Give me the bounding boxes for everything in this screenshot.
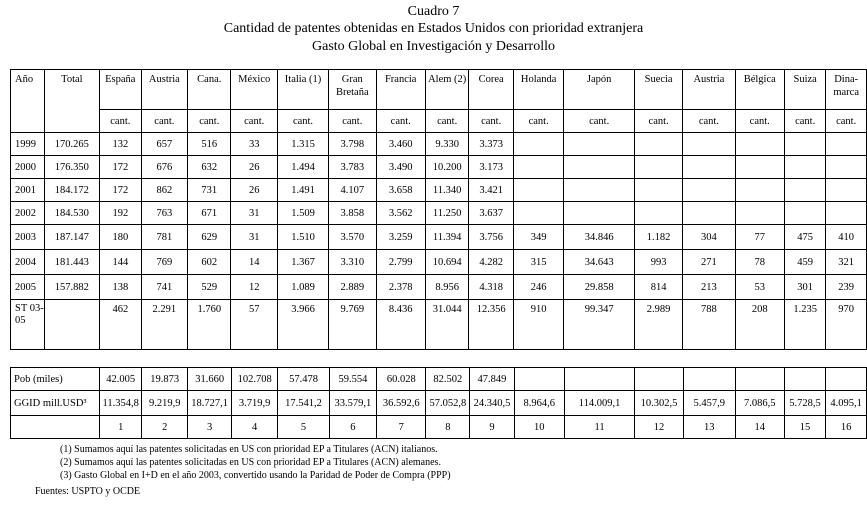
- value-cell: 1.760: [188, 300, 231, 350]
- footnote-2: (2) Sumamos aquí las patentes solicitadas en US con prioridad EP a Titulares (ACN) alemanes.: [60, 457, 441, 469]
- value-cell: 31: [231, 202, 278, 225]
- value-cell: 9.769: [329, 300, 377, 350]
- value-cell: 172: [100, 179, 142, 202]
- value-cell: [634, 202, 682, 225]
- population-row-cell: [635, 368, 683, 391]
- value-cell: 781: [141, 225, 187, 250]
- index-row: [11, 416, 867, 439]
- index-row-cell: 1: [100, 416, 142, 439]
- value-cell: 970: [826, 300, 867, 350]
- ggid-row-cell: 24.340,5: [470, 391, 515, 416]
- year-cell: 2002: [11, 202, 45, 225]
- index-row-cell: 6: [329, 416, 376, 439]
- ggid-row-cell: 114.009,1: [564, 391, 635, 416]
- index-row-cell: 13: [683, 416, 735, 439]
- value-cell: 12: [231, 275, 278, 300]
- unit-cell: cant.: [100, 110, 142, 133]
- index-row-cell: 7: [377, 416, 426, 439]
- value-cell: 769: [141, 250, 187, 275]
- total-cell: 184.530: [44, 202, 99, 225]
- value-cell: 29.858: [564, 275, 635, 300]
- value-cell: [735, 156, 784, 179]
- table-row: [11, 156, 867, 179]
- value-cell: 676: [141, 156, 187, 179]
- value-cell: 78: [735, 250, 784, 275]
- value-cell: 475: [784, 225, 825, 250]
- value-cell: 788: [683, 300, 735, 350]
- unit-cell: cant.: [513, 110, 564, 133]
- unit-cell: cant.: [231, 110, 278, 133]
- value-cell: 3.259: [376, 225, 425, 250]
- index-row-cell: 5: [278, 416, 329, 439]
- unit-cell: cant.: [277, 110, 328, 133]
- value-cell: [784, 156, 825, 179]
- unit-cell: cant.: [826, 110, 867, 133]
- sources-note: Fuentes: USPTO y OCDE: [35, 486, 141, 497]
- index-row-cell: 4: [231, 416, 277, 439]
- index-row-cell: 2: [142, 416, 188, 439]
- value-cell: 1.089: [277, 275, 328, 300]
- value-cell: 9.330: [425, 133, 469, 156]
- year-cell: 2000: [11, 156, 45, 179]
- population-row-label: Pob (miles): [11, 368, 100, 391]
- index-row-cell: 11: [564, 416, 635, 439]
- value-cell: 632: [188, 156, 231, 179]
- value-cell: [564, 179, 635, 202]
- unit-cell: cant.: [141, 110, 187, 133]
- value-cell: 741: [141, 275, 187, 300]
- value-cell: 1.315: [277, 133, 328, 156]
- index-row-cell: 12: [635, 416, 683, 439]
- value-cell: 301: [784, 275, 825, 300]
- value-cell: [735, 179, 784, 202]
- population-row-cell: 102.708: [231, 368, 277, 391]
- column-header: Año: [11, 70, 45, 133]
- value-cell: 315: [513, 250, 564, 275]
- value-cell: 3.858: [329, 202, 377, 225]
- value-cell: 34.643: [564, 250, 635, 275]
- column-header: Italia (1): [277, 70, 328, 110]
- index-row-cell: 8: [426, 416, 470, 439]
- column-header: México: [231, 70, 278, 110]
- value-cell: 3.658: [376, 179, 425, 202]
- value-cell: 239: [826, 275, 867, 300]
- ggid-row-cell: 4.095,1: [826, 391, 867, 416]
- column-header: Alem (2): [425, 70, 469, 110]
- value-cell: 3.966: [277, 300, 328, 350]
- index-row-label: [11, 416, 100, 439]
- value-cell: 910: [513, 300, 564, 350]
- total-cell: [44, 300, 99, 350]
- unit-cell: cant.: [735, 110, 784, 133]
- population-row-cell: 19.873: [142, 368, 188, 391]
- patents-table: [10, 69, 867, 350]
- population-row-cell: 60.028: [377, 368, 426, 391]
- value-cell: 763: [141, 202, 187, 225]
- value-cell: [634, 179, 682, 202]
- value-cell: [784, 133, 825, 156]
- value-cell: 462: [100, 300, 142, 350]
- index-row-cell: 3: [188, 416, 232, 439]
- value-cell: 26: [231, 156, 278, 179]
- ggid-row-cell: 10.302,5: [635, 391, 683, 416]
- unit-row: [11, 110, 867, 133]
- value-cell: 629: [188, 225, 231, 250]
- index-row-cell: 9: [470, 416, 515, 439]
- value-cell: 77: [735, 225, 784, 250]
- value-cell: [513, 202, 564, 225]
- value-cell: 3.783: [329, 156, 377, 179]
- population-row-cell: [564, 368, 635, 391]
- value-cell: 3.798: [329, 133, 377, 156]
- population-row-cell: 57.478: [278, 368, 329, 391]
- unit-cell: cant.: [634, 110, 682, 133]
- value-cell: 459: [784, 250, 825, 275]
- value-cell: [826, 156, 867, 179]
- unit-cell: cant.: [469, 110, 513, 133]
- unit-cell: cant.: [376, 110, 425, 133]
- population-row-cell: 59.554: [329, 368, 376, 391]
- value-cell: 138: [100, 275, 142, 300]
- column-header: Total: [44, 70, 99, 133]
- column-header: Cana.: [188, 70, 231, 110]
- population-row-cell: [784, 368, 826, 391]
- value-cell: [683, 179, 735, 202]
- value-cell: 11.340: [425, 179, 469, 202]
- value-cell: 208: [735, 300, 784, 350]
- table-row: [11, 275, 867, 300]
- value-cell: 3.562: [376, 202, 425, 225]
- value-cell: 57: [231, 300, 278, 350]
- value-cell: 8.956: [425, 275, 469, 300]
- value-cell: 10.200: [425, 156, 469, 179]
- table-title: Cantidad de patentes obtenidas en Estados Unidos con prioridad extranjera: [223, 21, 644, 36]
- value-cell: 1.494: [277, 156, 328, 179]
- index-row-cell: 16: [826, 416, 867, 439]
- value-cell: [634, 156, 682, 179]
- value-cell: 10.694: [425, 250, 469, 275]
- unit-cell: cant.: [564, 110, 635, 133]
- ggid-row-cell: 8.964,6: [514, 391, 564, 416]
- value-cell: 410: [826, 225, 867, 250]
- value-cell: 4.107: [329, 179, 377, 202]
- population-row-cell: 82.502: [426, 368, 470, 391]
- value-cell: 213: [683, 275, 735, 300]
- ggid-row: [11, 391, 867, 416]
- value-cell: 132: [100, 133, 142, 156]
- value-cell: 271: [683, 250, 735, 275]
- population-row-cell: [514, 368, 564, 391]
- value-cell: 3.756: [469, 225, 513, 250]
- table-row: [11, 179, 867, 202]
- value-cell: 11.394: [425, 225, 469, 250]
- column-header: Austria: [141, 70, 187, 110]
- column-header: Suiza: [784, 70, 825, 110]
- value-cell: 3.373: [469, 133, 513, 156]
- value-cell: 657: [141, 133, 187, 156]
- value-cell: 1.510: [277, 225, 328, 250]
- total-cell: 176.350: [44, 156, 99, 179]
- value-cell: 321: [826, 250, 867, 275]
- unit-cell: cant.: [784, 110, 825, 133]
- index-row-cell: 10: [514, 416, 564, 439]
- year-cell: 2004: [11, 250, 45, 275]
- unit-cell: cant.: [329, 110, 377, 133]
- ggid-row-cell: 33.579,1: [329, 391, 376, 416]
- value-cell: 602: [188, 250, 231, 275]
- unit-cell: cant.: [425, 110, 469, 133]
- value-cell: 671: [188, 202, 231, 225]
- value-cell: 3.421: [469, 179, 513, 202]
- column-header: Austria: [683, 70, 735, 110]
- value-cell: 529: [188, 275, 231, 300]
- value-cell: 3.310: [329, 250, 377, 275]
- footnotes: [60, 443, 451, 483]
- value-cell: [826, 202, 867, 225]
- column-header: Suecia: [634, 70, 682, 110]
- value-cell: 304: [683, 225, 735, 250]
- value-cell: 731: [188, 179, 231, 202]
- ggid-row-cell: 36.592,6: [377, 391, 426, 416]
- value-cell: [784, 179, 825, 202]
- value-cell: [735, 202, 784, 225]
- value-cell: [513, 133, 564, 156]
- value-cell: 172: [100, 156, 142, 179]
- column-header: Francia: [376, 70, 425, 110]
- value-cell: 1.235: [784, 300, 825, 350]
- total-cell: 170.265: [44, 133, 99, 156]
- value-cell: 1.491: [277, 179, 328, 202]
- ggid-row-cell: 57.052,8: [426, 391, 470, 416]
- footnote-1: (1) Sumamos aquí las patentes solicitadas en US con prioridad EP a Titulares (ACN) italianos.: [60, 444, 438, 455]
- year-cell: ST 03-05: [11, 300, 45, 350]
- value-cell: [513, 156, 564, 179]
- value-cell: [683, 133, 735, 156]
- value-cell: 2.889: [329, 275, 377, 300]
- value-cell: 99.347: [564, 300, 635, 350]
- column-header: Corea: [469, 70, 513, 110]
- value-cell: [826, 179, 867, 202]
- population-row-cell: [735, 368, 784, 391]
- value-cell: 31.044: [425, 300, 469, 350]
- value-cell: 2.989: [634, 300, 682, 350]
- value-cell: [784, 202, 825, 225]
- unit-cell: cant.: [683, 110, 735, 133]
- value-cell: 246: [513, 275, 564, 300]
- ggid-row-cell: 5.457,9: [683, 391, 735, 416]
- year-cell: 2001: [11, 179, 45, 202]
- ggid-row-cell: 7.086,5: [735, 391, 784, 416]
- ggid-row-cell: 11.354,8: [100, 391, 142, 416]
- index-row-cell: 15: [784, 416, 826, 439]
- value-cell: 1.367: [277, 250, 328, 275]
- value-cell: [683, 156, 735, 179]
- table-subtitle: Gasto Global en Investigación y Desarrollo: [312, 39, 555, 54]
- indicators-table: [10, 367, 867, 439]
- value-cell: 349: [513, 225, 564, 250]
- header-row: [11, 70, 867, 110]
- value-cell: 8.436: [376, 300, 425, 350]
- total-cell: 184.172: [44, 179, 99, 202]
- value-cell: [513, 179, 564, 202]
- value-cell: [564, 156, 635, 179]
- value-cell: 3.490: [376, 156, 425, 179]
- value-cell: 2.378: [376, 275, 425, 300]
- population-row-cell: [683, 368, 735, 391]
- population-row: [11, 368, 867, 391]
- value-cell: 4.318: [469, 275, 513, 300]
- year-cell: 2005: [11, 275, 45, 300]
- table-row: [11, 202, 867, 225]
- value-cell: 4.282: [469, 250, 513, 275]
- table-row: [11, 133, 867, 156]
- value-cell: 14: [231, 250, 278, 275]
- total-cell: 157.882: [44, 275, 99, 300]
- value-cell: 1.182: [634, 225, 682, 250]
- index-row-cell: 14: [735, 416, 784, 439]
- total-cell: 181.443: [44, 250, 99, 275]
- column-header: Japón: [564, 70, 635, 110]
- value-cell: 11.250: [425, 202, 469, 225]
- value-cell: 814: [634, 275, 682, 300]
- column-header: Holanda: [513, 70, 564, 110]
- value-cell: 192: [100, 202, 142, 225]
- value-cell: 53: [735, 275, 784, 300]
- value-cell: 516: [188, 133, 231, 156]
- table-row: [11, 300, 867, 350]
- year-cell: 1999: [11, 133, 45, 156]
- column-header: España: [100, 70, 142, 110]
- value-cell: 3.637: [469, 202, 513, 225]
- table-row: [11, 250, 867, 275]
- ggid-row-cell: 9.219,9: [142, 391, 188, 416]
- value-cell: [564, 133, 635, 156]
- total-cell: 187.147: [44, 225, 99, 250]
- footnote-3: (3) Gasto Global en I+D en el año 2003, convertido usando la Paridad de Poder de Compra (PPP): [60, 470, 451, 482]
- table-caption: Cuadro 7: [407, 4, 460, 19]
- value-cell: 993: [634, 250, 682, 275]
- ggid-row-cell: 18.727,1: [188, 391, 232, 416]
- value-cell: 26: [231, 179, 278, 202]
- value-cell: [634, 133, 682, 156]
- ggid-row-label: GGID mill.USD³: [11, 391, 100, 416]
- value-cell: [564, 202, 635, 225]
- value-cell: 12.356: [469, 300, 513, 350]
- population-row-cell: [826, 368, 867, 391]
- value-cell: 3.570: [329, 225, 377, 250]
- value-cell: 34.846: [564, 225, 635, 250]
- population-row-cell: 42.005: [100, 368, 142, 391]
- value-cell: 180: [100, 225, 142, 250]
- unit-cell: cant.: [188, 110, 231, 133]
- value-cell: [826, 133, 867, 156]
- column-header: Gran Bretaña: [329, 70, 377, 110]
- value-cell: 144: [100, 250, 142, 275]
- value-cell: 3.173: [469, 156, 513, 179]
- value-cell: 2.799: [376, 250, 425, 275]
- value-cell: [683, 202, 735, 225]
- value-cell: 2.291: [141, 300, 187, 350]
- value-cell: 862: [141, 179, 187, 202]
- ggid-row-cell: 17.541,2: [278, 391, 329, 416]
- value-cell: [735, 133, 784, 156]
- population-row-cell: 31.660: [188, 368, 232, 391]
- population-row-cell: 47.849: [470, 368, 515, 391]
- table-row: [11, 225, 867, 250]
- ggid-row-cell: 5.728,5: [784, 391, 826, 416]
- value-cell: 1.509: [277, 202, 328, 225]
- column-header: Bélgica: [735, 70, 784, 110]
- value-cell: 3.460: [376, 133, 425, 156]
- year-cell: 2003: [11, 225, 45, 250]
- value-cell: 33: [231, 133, 278, 156]
- value-cell: 31: [231, 225, 278, 250]
- ggid-row-cell: 3.719,9: [231, 391, 277, 416]
- column-header: Dina-marca: [826, 70, 867, 110]
